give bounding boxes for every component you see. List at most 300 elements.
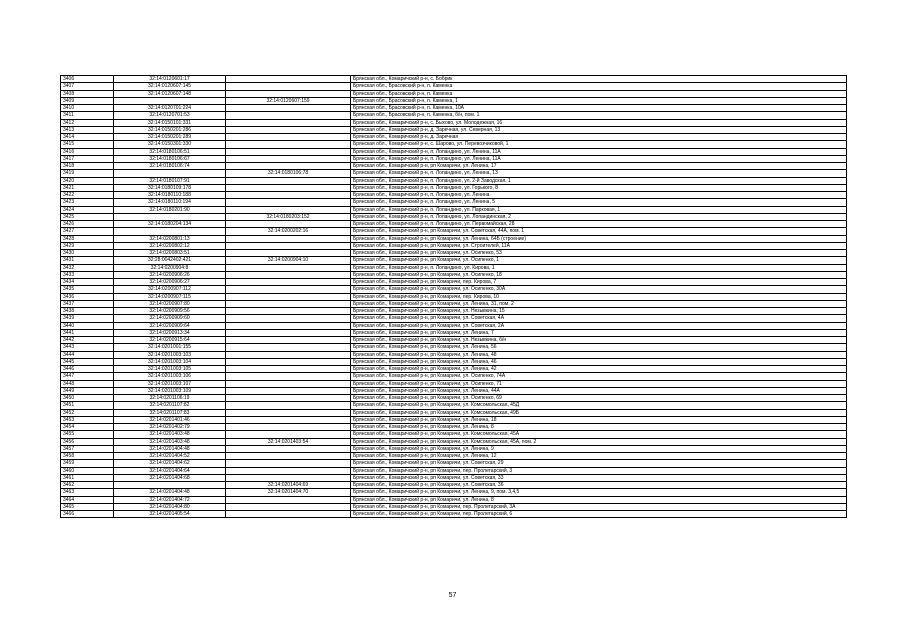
row-number-cell: 3430 xyxy=(61,250,114,257)
table-row xyxy=(61,199,847,206)
address-cell: Брянская обл., Комаричский р-н, рп Комаричи, пер. Пролетарский, 6 xyxy=(351,511,847,518)
object-cadastral-number-cell: 32:14:0120607:159 xyxy=(226,97,351,104)
object-cadastral-number-cell: 32:14:0180203:152 xyxy=(226,213,351,220)
table-row xyxy=(61,119,847,126)
address-cell: Брянская обл., Комаричский р-н, рп Комаричи, пер. Пролетарский, 3А xyxy=(351,503,847,510)
row-number-cell: 3442 xyxy=(61,337,114,344)
row-number-cell: 3443 xyxy=(61,344,114,351)
object-cadastral-number-cell xyxy=(226,445,351,452)
object-cadastral-number-cell xyxy=(226,329,351,336)
row-number-cell: 3432 xyxy=(61,264,114,271)
row-number-cell: 3456 xyxy=(61,438,114,445)
object-cadastral-number-cell xyxy=(226,126,351,133)
row-number-cell: 3415 xyxy=(61,141,114,148)
row-number-cell: 3439 xyxy=(61,315,114,322)
table-row xyxy=(61,474,847,481)
land-cadastral-number-cell: 32:14:0180201:90 xyxy=(114,206,226,213)
object-cadastral-number-cell xyxy=(226,148,351,155)
land-cadastral-number-cell: 32:14:0201001:155 xyxy=(114,344,226,351)
object-cadastral-number-cell xyxy=(226,105,351,112)
land-cadastral-number-cell: 32:28:0042402:421 xyxy=(114,257,226,264)
land-cadastral-number-cell: 32:14:0180107:91 xyxy=(114,177,226,184)
row-number-cell: 3437 xyxy=(61,300,114,307)
address-cell: Брянская обл., Комаричский р-н, рп Комаричи, ул. Осипенко, 1 xyxy=(351,257,847,264)
table-row xyxy=(61,337,847,344)
land-cadastral-number-cell: 32:14:0150201:286 xyxy=(114,126,226,133)
object-cadastral-number-cell: 32:14:0200202:16 xyxy=(226,228,351,235)
address-cell: Брянская обл., Комаричский р-н, рп Комаричи, ул. Советская, 4А xyxy=(351,315,847,322)
land-cadastral-number-cell: 32:14:0120607:145 xyxy=(114,83,226,90)
land-cadastral-number-cell: 32:14:0150301:330 xyxy=(114,141,226,148)
address-cell: Брянская обл., Комаричский р-н, рп Комаричи, ул. Ленина, 18 xyxy=(351,416,847,423)
address-cell: Брянская обл., Комаричский р-н, п. Лопандино, ул. Парковая, 1 xyxy=(351,206,847,213)
table-row xyxy=(61,83,847,90)
object-cadastral-number-cell xyxy=(226,250,351,257)
land-cadastral-number-cell: 32:14:0201403:48 xyxy=(114,438,226,445)
land-cadastral-number-cell: 32:14:0201404:62 xyxy=(114,460,226,467)
land-cadastral-number-cell: 32:14:0200803:51 xyxy=(114,250,226,257)
address-cell: Брянская обл., Комаричский р-н, рп Комаричи, ул. Ленина, 42 xyxy=(351,366,847,373)
object-cadastral-number-cell: 32:14:0201404:69 xyxy=(226,482,351,489)
row-number-cell: 3414 xyxy=(61,134,114,141)
registry-table-body xyxy=(61,76,847,518)
table-row xyxy=(61,221,847,228)
object-cadastral-number-cell: 32:14:0180106:78 xyxy=(226,170,351,177)
land-cadastral-number-cell: 32:14:0201404:48 xyxy=(114,489,226,496)
row-number-cell: 3438 xyxy=(61,308,114,315)
object-cadastral-number-cell xyxy=(226,271,351,278)
object-cadastral-number-cell xyxy=(226,322,351,329)
table-row xyxy=(61,329,847,336)
row-number-cell: 3420 xyxy=(61,177,114,184)
land-cadastral-number-cell: 32:14:0200906:27 xyxy=(114,279,226,286)
object-cadastral-number-cell xyxy=(226,300,351,307)
row-number-cell: 3409 xyxy=(61,97,114,104)
row-number-cell: 3447 xyxy=(61,373,114,380)
table-row xyxy=(61,206,847,213)
row-number-cell: 3433 xyxy=(61,271,114,278)
row-number-cell: 3411 xyxy=(61,112,114,119)
object-cadastral-number-cell xyxy=(226,358,351,365)
address-cell: Брянская обл., Комаричский р-н, рп Комаричи, ул. Ленина, 17 xyxy=(351,163,847,170)
land-cadastral-number-cell: 32:14:0150201:289 xyxy=(114,134,226,141)
table-row xyxy=(61,76,847,83)
address-cell: Брянская обл., Комаричский р-н, п. Лопандино, ул. Лопандинская, 2 xyxy=(351,213,847,220)
object-cadastral-number-cell xyxy=(226,402,351,409)
row-number-cell: 3441 xyxy=(61,329,114,336)
table-row xyxy=(61,177,847,184)
row-number-cell: 3454 xyxy=(61,424,114,431)
object-cadastral-number-cell xyxy=(226,315,351,322)
table-row xyxy=(61,184,847,191)
object-cadastral-number-cell xyxy=(226,503,351,510)
table-row xyxy=(61,90,847,97)
object-cadastral-number-cell xyxy=(226,192,351,199)
land-cadastral-number-cell: 32:14:0180110:188 xyxy=(114,192,226,199)
table-row xyxy=(61,97,847,104)
table-row xyxy=(61,315,847,322)
address-cell: Брянская обл., Комаричский р-н, с. Быхово, ул. Молодежная, 16 xyxy=(351,119,847,126)
table-row xyxy=(61,141,847,148)
row-number-cell: 3458 xyxy=(61,453,114,460)
row-number-cell: 3461 xyxy=(61,474,114,481)
row-number-cell: 3429 xyxy=(61,242,114,249)
object-cadastral-number-cell xyxy=(226,141,351,148)
table-row xyxy=(61,373,847,380)
object-cadastral-number-cell xyxy=(226,155,351,162)
address-cell: Брянская обл., Комаричский р-н, рп Комаричи, ул. Ленина, 7 xyxy=(351,329,847,336)
land-cadastral-number-cell: 32:14:0200915:64 xyxy=(114,337,226,344)
row-number-cell: 3462 xyxy=(61,482,114,489)
row-number-cell: 3451 xyxy=(61,402,114,409)
table-row xyxy=(61,482,847,489)
land-cadastral-number-cell: 32:14:0180110:194 xyxy=(114,199,226,206)
object-cadastral-number-cell xyxy=(226,424,351,431)
row-number-cell: 3423 xyxy=(61,199,114,206)
table-row xyxy=(61,344,847,351)
land-cadastral-number-cell: 32:14:0201401:46 xyxy=(114,416,226,423)
land-cadastral-number-cell: 32:14:0201003:107 xyxy=(114,380,226,387)
land-cadastral-number-cell: 32:14:0200904:8 xyxy=(114,264,226,271)
land-cadastral-number-cell: 32:14:0201107:83 xyxy=(114,409,226,416)
row-number-cell: 3422 xyxy=(61,192,114,199)
land-cadastral-number-cell: 32:14:0201404:52 xyxy=(114,453,226,460)
table-row xyxy=(61,467,847,474)
object-cadastral-number-cell xyxy=(226,221,351,228)
object-cadastral-number-cell xyxy=(226,76,351,83)
object-cadastral-number-cell xyxy=(226,460,351,467)
row-number-cell: 3410 xyxy=(61,105,114,112)
address-cell: Брянская обл., Комаричский р-н, рп Комаричи, ул. Советская, 29 xyxy=(351,460,847,467)
table-row xyxy=(61,358,847,365)
address-cell: Брянская обл., Комаричский р-н, рп Комаричи, ул. Комсомольская, 45А, пом. 2 xyxy=(351,438,847,445)
page-number: 57 xyxy=(448,592,457,599)
address-cell: Брянская обл., Комаричский р-н, рп Комаричи, ул. Ленина, 31, пом. 2 xyxy=(351,300,847,307)
table-row xyxy=(61,511,847,518)
table-row xyxy=(61,453,847,460)
land-cadastral-number-cell: 32:14:0201003:109 xyxy=(114,387,226,394)
table-row xyxy=(61,300,847,307)
address-cell: Брянская обл., Комаричский р-н, рп Комаричи, ул. Осипенко, 74А xyxy=(351,373,847,380)
address-cell: Брянская обл., Комаричский р-н, с. Бобрик xyxy=(351,76,847,83)
row-number-cell: 3446 xyxy=(61,366,114,373)
address-cell: Брянская обл., Комаричский р-н, п. Лопандино, ул. Ленина, 11А xyxy=(351,155,847,162)
table-row xyxy=(61,424,847,431)
land-cadastral-number-cell: 32:14:0201403:48 xyxy=(114,431,226,438)
land-cadastral-number-cell: 32:14:0200906:26 xyxy=(114,271,226,278)
land-cadastral-number-cell: 32:14:0180204:134 xyxy=(114,221,226,228)
table-row xyxy=(61,213,847,220)
object-cadastral-number-cell xyxy=(226,351,351,358)
table-row xyxy=(61,134,847,141)
address-cell: Брянская обл., Комаричский р-н, рп Комаричи, ул. Ленина, 44А xyxy=(351,387,847,394)
table-row xyxy=(61,409,847,416)
address-cell: Брянская обл., Комаричский р-н, рп Комаричи, ул. Ленина, 9, пом. 3,4,5 xyxy=(351,489,847,496)
land-cadastral-number-cell xyxy=(114,170,226,177)
address-cell: Брянская обл., Комаричский р-н, рп Комаричи, ул. Комсомольская, 45А xyxy=(351,431,847,438)
table-row xyxy=(61,286,847,293)
address-cell: Брянская обл., Комаричский р-н, п. Лопандино, ул. Ленина, 5 xyxy=(351,199,847,206)
address-cell: Брянская обл., Комаричский р-н, рп Комаричи, пер. Пролетарский, 3 xyxy=(351,467,847,474)
table-row xyxy=(61,271,847,278)
table-row xyxy=(61,308,847,315)
table-row xyxy=(61,445,847,452)
land-cadastral-number-cell: 32:14:0200909:64 xyxy=(114,322,226,329)
row-number-cell: 3408 xyxy=(61,90,114,97)
object-cadastral-number-cell xyxy=(226,286,351,293)
address-cell: Брянская обл., Комаричский р-н, рп Комаричи, ул. Советская, 44А, пом. 1 xyxy=(351,228,847,235)
land-cadastral-number-cell: 32:14:0201003:105 xyxy=(114,366,226,373)
land-cadastral-number-cell: 32:14:0180109:178 xyxy=(114,184,226,191)
land-cadastral-number-cell: 32:14:0201003:103 xyxy=(114,351,226,358)
address-cell: Брянская обл., Комаричский р-н, рп Комаричи, пер. Кирова, 7 xyxy=(351,279,847,286)
object-cadastral-number-cell xyxy=(226,431,351,438)
address-cell: Брянская обл., Брасовский р-н, п. Каменка, б/н, пом. 1 xyxy=(351,112,847,119)
row-number-cell: 3426 xyxy=(61,221,114,228)
object-cadastral-number-cell xyxy=(226,373,351,380)
land-cadastral-number-cell: 32:14:0201404:72 xyxy=(114,496,226,503)
address-cell: Брянская обл., Комаричский р-н, п. Лопандино, ул. Ленина, 11А xyxy=(351,148,847,155)
row-number-cell: 3421 xyxy=(61,184,114,191)
row-number-cell: 3417 xyxy=(61,155,114,162)
row-number-cell: 3413 xyxy=(61,126,114,133)
object-cadastral-number-cell xyxy=(226,308,351,315)
table-row xyxy=(61,402,847,409)
object-cadastral-number-cell xyxy=(226,380,351,387)
land-cadastral-number-cell: 32:14:0150101:331 xyxy=(114,119,226,126)
address-cell: Брянская обл., Комаричский р-н, рп Комаричи, ул. Незывкина, 15 xyxy=(351,308,847,315)
row-number-cell: 3425 xyxy=(61,213,114,220)
land-cadastral-number-cell: 32:14:0201404:64 xyxy=(114,467,226,474)
table-row xyxy=(61,242,847,249)
row-number-cell: 3448 xyxy=(61,380,114,387)
land-cadastral-number-cell: 32:14:0180106:74 xyxy=(114,163,226,170)
address-cell: Брянская обл., Комаричский р-н, д. Заречная xyxy=(351,134,847,141)
table-row xyxy=(61,387,847,394)
land-cadastral-number-cell: 32:14:0120701:224 xyxy=(114,105,226,112)
object-cadastral-number-cell xyxy=(226,206,351,213)
object-cadastral-number-cell xyxy=(226,199,351,206)
object-cadastral-number-cell xyxy=(226,337,351,344)
land-cadastral-number-cell: 32:14:0201106:19 xyxy=(114,395,226,402)
table-row xyxy=(61,489,847,496)
row-number-cell: 3431 xyxy=(61,257,114,264)
row-number-cell: 3463 xyxy=(61,489,114,496)
row-number-cell: 3457 xyxy=(61,445,114,452)
table-row xyxy=(61,395,847,402)
table-row xyxy=(61,503,847,510)
row-number-cell: 3460 xyxy=(61,467,114,474)
land-cadastral-number-cell: 32:14:0120701:53 xyxy=(114,112,226,119)
table-row xyxy=(61,148,847,155)
object-cadastral-number-cell: 32:14:0201403:54 xyxy=(226,438,351,445)
table-row xyxy=(61,438,847,445)
address-cell: Брянская обл., Комаричский р-н, рп Комаричи, ул. Строителей, 11А xyxy=(351,242,847,249)
land-cadastral-number-cell: 32:14:0120607:148 xyxy=(114,90,226,97)
land-cadastral-number-cell: 32:14:0201405:54 xyxy=(114,511,226,518)
land-cadastral-number-cell: 32:14:0120601:17 xyxy=(114,76,226,83)
object-cadastral-number-cell xyxy=(226,184,351,191)
address-cell: Брянская обл., Комаричский р-н, рп Комаричи, ул. Советская, 36 xyxy=(351,482,847,489)
land-cadastral-number-cell: 32:14:0201404:80 xyxy=(114,503,226,510)
table-row xyxy=(61,366,847,373)
address-cell: Брянская обл., Комаричский р-н, рп Комаричи, ул. Ленина, 46 xyxy=(351,358,847,365)
land-cadastral-number-cell xyxy=(114,228,226,235)
object-cadastral-number-cell xyxy=(226,395,351,402)
object-cadastral-number-cell xyxy=(226,293,351,300)
land-cadastral-number-cell: 32:14:0180106:67 xyxy=(114,155,226,162)
land-cadastral-number-cell: 32:14:0200909:60 xyxy=(114,315,226,322)
object-cadastral-number-cell xyxy=(226,119,351,126)
address-cell: Брянская обл., Комаричский р-н, п. Лопандино, ул. Горького, 8 xyxy=(351,184,847,191)
address-cell: Брянская обл., Комаричский р-н, п. Лопандино, ул. Ленина xyxy=(351,192,847,199)
address-cell: Брянская обл., Комаричский р-н, п. Лопандино, ул. Кирова, 1 xyxy=(351,264,847,271)
address-cell: Брянская обл., Брасовский р-н, п. Каменка xyxy=(351,90,847,97)
address-cell: Брянская обл., Комаричский р-н, рп Комаричи, ул. Ленина, 12 xyxy=(351,453,847,460)
land-cadastral-number-cell xyxy=(114,482,226,489)
address-cell: Брянская обл., Комаричский р-н, рп Комаричи, ул. Осипенко, 30А xyxy=(351,286,847,293)
table-row xyxy=(61,416,847,423)
row-number-cell: 3466 xyxy=(61,511,114,518)
object-cadastral-number-cell xyxy=(226,134,351,141)
row-number-cell: 3407 xyxy=(61,83,114,90)
object-cadastral-number-cell xyxy=(226,177,351,184)
table-row xyxy=(61,351,847,358)
address-cell: Брянская обл., Комаричский р-н, рп Комаричи, ул. Ленина, 8 xyxy=(351,424,847,431)
table-row xyxy=(61,250,847,257)
address-cell: Брянская обл., Комаричский р-н, рп Комаричи, ул. Комсомольская, 45Д xyxy=(351,402,847,409)
address-cell: Брянская обл., Комаричский р-н, рп Комаричи, ул. Советская, 33 xyxy=(351,474,847,481)
address-cell: Брянская обл., Комаричский р-н, п. Лопандино, ул. Ленина, 13 xyxy=(351,170,847,177)
object-cadastral-number-cell xyxy=(226,163,351,170)
address-cell: Брянская обл., Комаричский р-н, д. Заречная, ул. Северная, 13 xyxy=(351,126,847,133)
row-number-cell: 3434 xyxy=(61,279,114,286)
land-cadastral-number-cell xyxy=(114,213,226,220)
address-cell: Брянская обл., Комаричский р-н, рп Комаричи, ул. Ленина, 56 xyxy=(351,344,847,351)
row-number-cell: 3455 xyxy=(61,431,114,438)
row-number-cell: 3465 xyxy=(61,503,114,510)
address-cell: Брянская обл., Брасовский р-н, п. Каменка, 10А xyxy=(351,105,847,112)
table-row xyxy=(61,105,847,112)
table-row xyxy=(61,126,847,133)
row-number-cell: 3419 xyxy=(61,170,114,177)
object-cadastral-number-cell xyxy=(226,112,351,119)
row-number-cell: 3428 xyxy=(61,235,114,242)
table-row xyxy=(61,293,847,300)
address-cell: Брянская обл., Комаричский р-н, п. Лопандино, ул. 2-й Заводская, 1 xyxy=(351,177,847,184)
table-row xyxy=(61,155,847,162)
object-cadastral-number-cell xyxy=(226,279,351,286)
object-cadastral-number-cell xyxy=(226,416,351,423)
registry-table xyxy=(60,75,847,518)
table-row xyxy=(61,257,847,264)
row-number-cell: 3452 xyxy=(61,409,114,416)
object-cadastral-number-cell xyxy=(226,409,351,416)
address-cell: Брянская обл., Комаричский р-н, рп Комаричи, ул. Незывкина, б/н xyxy=(351,337,847,344)
table-row xyxy=(61,170,847,177)
object-cadastral-number-cell xyxy=(226,235,351,242)
land-cadastral-number-cell: 32:14:0201003:104 xyxy=(114,358,226,365)
table-row xyxy=(61,460,847,467)
object-cadastral-number-cell xyxy=(226,242,351,249)
row-number-cell: 3435 xyxy=(61,286,114,293)
row-number-cell: 3445 xyxy=(61,358,114,365)
object-cadastral-number-cell: 32:14:0200904:10 xyxy=(226,257,351,264)
address-cell: Брянская обл., Комаричский р-н, рп Комаричи, ул. Осипенко, 18 xyxy=(351,271,847,278)
row-number-cell: 3459 xyxy=(61,460,114,467)
address-cell: Брянская обл., Комаричский р-н, рп Комаричи, ул. Ленина, 9 xyxy=(351,445,847,452)
address-cell: Брянская обл., Брасовский р-н, п. Каменка xyxy=(351,83,847,90)
table-row xyxy=(61,112,847,119)
row-number-cell: 3418 xyxy=(61,163,114,170)
address-cell: Брянская обл., Брасовский р-н, п. Каменка, 1 xyxy=(351,97,847,104)
land-cadastral-number-cell: 32:14:0201404:68 xyxy=(114,474,226,481)
address-cell: Брянская обл., Комаричский р-н, рп Комаричи, ул. Осипенко, 71 xyxy=(351,380,847,387)
land-cadastral-number-cell: 32:14:0201404:48 xyxy=(114,445,226,452)
address-cell: Брянская обл., Комаричский р-н, рп Комаричи, ул. Ленина, 64Б (строение) xyxy=(351,235,847,242)
object-cadastral-number-cell xyxy=(226,366,351,373)
table-row xyxy=(61,322,847,329)
row-number-cell: 3440 xyxy=(61,322,114,329)
object-cadastral-number-cell xyxy=(226,511,351,518)
row-number-cell: 3424 xyxy=(61,206,114,213)
table-row xyxy=(61,279,847,286)
table-row xyxy=(61,380,847,387)
row-number-cell: 3464 xyxy=(61,496,114,503)
object-cadastral-number-cell xyxy=(226,264,351,271)
row-number-cell: 3436 xyxy=(61,293,114,300)
row-number-cell: 3450 xyxy=(61,395,114,402)
object-cadastral-number-cell xyxy=(226,467,351,474)
object-cadastral-number-cell xyxy=(226,344,351,351)
address-cell: Брянская обл., Комаричский р-н, с. Шарово, ул. Перевозчиковой, 1 xyxy=(351,141,847,148)
table-row xyxy=(61,264,847,271)
address-cell: Брянская обл., Комаричский р-н, рп Комаричи, ул. Ленина, 48 xyxy=(351,351,847,358)
land-cadastral-number-cell: 32:14:0200907:115 xyxy=(114,293,226,300)
address-cell: Брянская обл., Комаричский р-н, рп Комаричи, пер. Кирова, 10 xyxy=(351,293,847,300)
row-number-cell: 3412 xyxy=(61,119,114,126)
row-number-cell: 3406 xyxy=(61,76,114,83)
table-row xyxy=(61,431,847,438)
row-number-cell: 3427 xyxy=(61,228,114,235)
land-cadastral-number-cell: 32:14:0201107:82 xyxy=(114,402,226,409)
object-cadastral-number-cell xyxy=(226,474,351,481)
row-number-cell: 3449 xyxy=(61,387,114,394)
land-cadastral-number-cell: 32:14:0200909:56 xyxy=(114,308,226,315)
address-cell: Брянская обл., Комаричский р-н, рп Комаричи, ул. Советская, 2А xyxy=(351,322,847,329)
land-cadastral-number-cell: 32:14:0200907:112 xyxy=(114,286,226,293)
address-cell: Брянская обл., Комаричский р-н, рп Комаричи, ул. Ленина, 8 xyxy=(351,496,847,503)
land-cadastral-number-cell: 32:14:0201402:79 xyxy=(114,424,226,431)
address-cell: Брянская обл., Комаричский р-н, рп Комаричи, ул. Комсомольская, 49Б xyxy=(351,409,847,416)
table-row xyxy=(61,228,847,235)
table-row xyxy=(61,192,847,199)
row-number-cell: 3444 xyxy=(61,351,114,358)
object-cadastral-number-cell xyxy=(226,496,351,503)
object-cadastral-number-cell xyxy=(226,83,351,90)
address-cell: Брянская обл., Комаричский р-н, рп Комаричи, ул. Осипенко, 69 xyxy=(351,395,847,402)
object-cadastral-number-cell xyxy=(226,90,351,97)
table-row xyxy=(61,235,847,242)
land-cadastral-number-cell: 32:14:0200913:34 xyxy=(114,329,226,336)
address-cell: Брянская обл., Комаричский р-н, п. Лопандино, ул. Первомайская, 28 xyxy=(351,221,847,228)
table-row xyxy=(61,496,847,503)
object-cadastral-number-cell: 32:14:0201404:70 xyxy=(226,489,351,496)
land-cadastral-number-cell: 32:14:0180106:51 xyxy=(114,148,226,155)
object-cadastral-number-cell xyxy=(226,453,351,460)
land-cadastral-number-cell: 32:14:0200907:80 xyxy=(114,300,226,307)
row-number-cell: 3416 xyxy=(61,148,114,155)
